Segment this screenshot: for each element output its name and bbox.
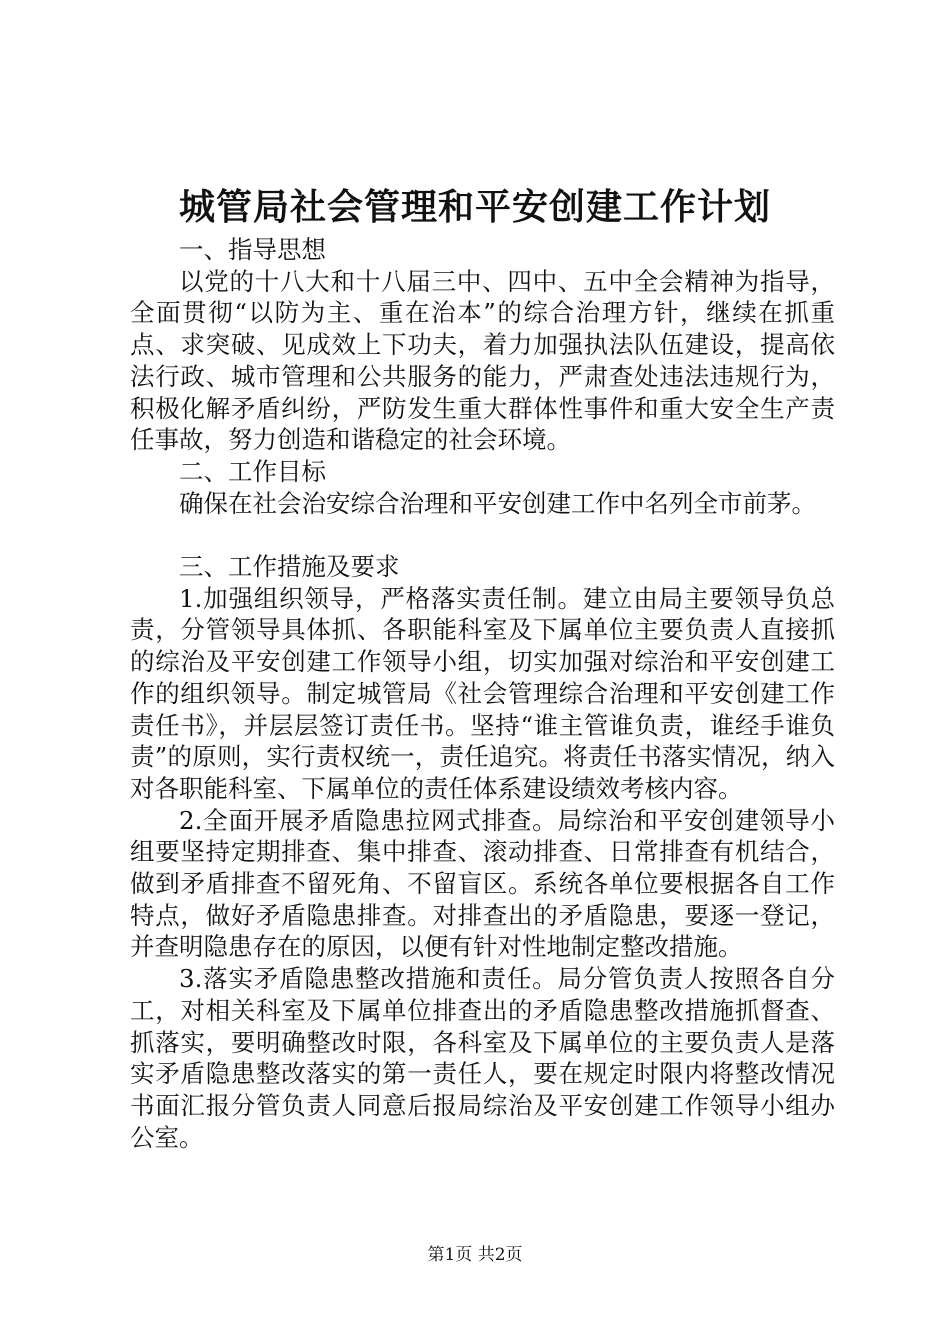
paragraph-measure-2: 2.全面开展矛盾隐患拉网式排查。局综治和平安创建领导小组要坚持定期排查、集中排查、滚动排查、日常排查有机结合，做到矛盾排查不留死角、不留盲区。系统各单位要根据各自工作特点，做好矛盾隐患排查。对排查出的矛盾隐患，要逐一登记，并查明隐患存在的原因，以便有针对性地制定整改措施。: [130, 805, 835, 962]
page-footer: 第1页 共2页: [427, 1245, 523, 1265]
paragraph-guiding-thought: 以党的十八大和十八届三中、四中、五中全会精神为指导，全面贯彻“以防为主、重在治本”的综合治理方针，继续在抓重点、求突破、见成效上下功夫，着力加强执法队伍建设，提高依法行政、城市管理和公共服务的能力，严肃查处违法违规行为，积极化解矛盾纠纷，严防发生重大群体性事件和重大安全生产责任事故，努力创造和谐稳定的社会环境。: [130, 266, 835, 455]
paragraph-work-goal: 确保在社会治安综合治理和平安创建工作中名列全市前茅。: [179, 488, 816, 518]
blank-line: [130, 519, 835, 551]
section-heading-work-goal: 二、工作目标: [179, 456, 326, 486]
document-body: [130, 234, 835, 1153]
section-heading-guiding-thought: 一、指导思想: [179, 235, 326, 264]
section-heading-measures: 三、工作措施及要求: [179, 552, 400, 582]
page-title: 城管局社会管理和平安创建工作计划: [178, 186, 771, 228]
paragraph-measure-3: 3.落实矛盾隐患整改措施和责任。局分管负责人按照各自分工，对相关科室及下属单位排查出的矛盾隐患整改措施抓督查、抓落实，要明确整改时限，各科室及下属单位的主要负责人是落实矛盾隐患整改落实的第一责任人，要在规定时限内将整改情况书面汇报分管负责人同意后报局综治及平安创建工作领导小组办公室。: [130, 964, 835, 1152]
paragraph-measure-1: 1.加强组织领导，严格落实责任制。建立由局主要领导负总责，分管领导具体抓、各职能科室及下属单位主要负责人直接抓的综治及平安创建工作领导小组，切实加强对综治和平安创建工作的组织领导。制定城管局《社会管理综合治理和平安创建工作责任书》，并层层签订责任书。坚持“谁主管谁负责，谁经手谁负责”的原则，实行责权统一，责任追究。将责任书落实情况，纳入对各职能科室、下属单位的责任体系建设绩效考核内容。: [130, 583, 835, 803]
